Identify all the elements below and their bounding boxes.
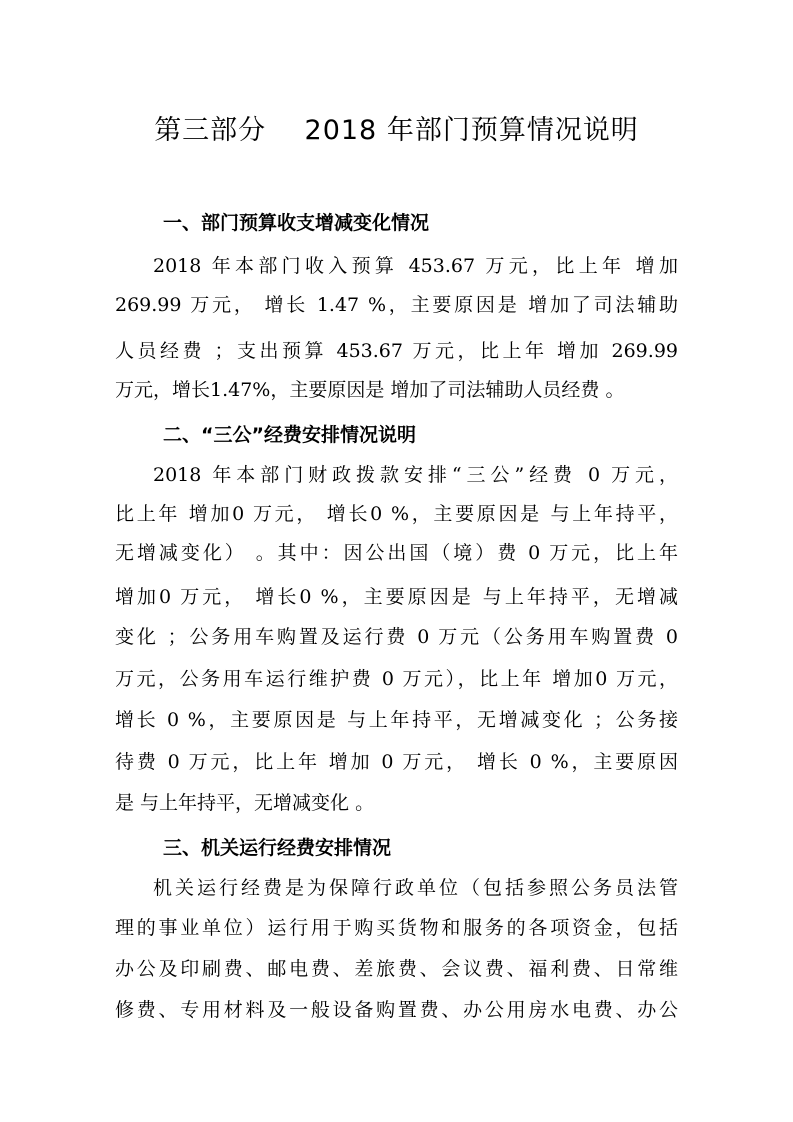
page-title: 第三部分 2018 年部门预算情况说明	[154, 115, 639, 146]
paragraph-line: 269.99 万元， 增长 1.47 %，主要原因是 增加了司法辅助	[115, 294, 678, 316]
paragraph-line: 万元，公务用车运行维护费 0 万元），比上年 增加0 万元，	[115, 668, 678, 690]
paragraph-line: 增长 0 %，主要原因是 与上年持平，无增减变化 ；公务接	[115, 709, 678, 731]
paragraph-line: 是 与上年持平，无增减变化 。	[115, 792, 375, 814]
paragraph-line: 办公及印刷费、邮电费、差旅费、会议费、福利费、日常维	[115, 958, 678, 980]
paragraph-line: 变化 ；公务用车购置及运行费 0 万元（公务用车购置费 0	[115, 626, 678, 648]
paragraph-line: 理的事业单位）运行用于购买货物和服务的各项资金，包括	[115, 917, 678, 939]
paragraph-line: 机关运行经费是为保障行政单位（包括参照公务员法管	[153, 877, 678, 899]
paragraph-line: 2018 年本部门财政拨款安排“三公”经费 0 万元，	[153, 464, 678, 486]
section-heading-1: 一、部门预算收支增减变化情况	[163, 212, 430, 234]
paragraph-line: 修费、专用材料及一般设备购置费、办公用房水电费、办公	[115, 999, 678, 1021]
paragraph-line: 2018 年本部门收入预算 453.67 万元，比上年 增加	[153, 255, 678, 277]
section-heading-2: 二、“三公”经费安排情况说明	[163, 424, 416, 446]
paragraph-line: 增加0 万元， 增长0 %，主要原因是 与上年持平，无增减	[115, 586, 678, 608]
paragraph-line: 人员经费 ；支出预算 453.67 万元，比上年 增加 269.99	[115, 340, 678, 362]
section-heading-3: 三、机关运行经费安排情况	[163, 837, 392, 859]
paragraph-line: 万元，增长1.47%，主要原因是 增加了司法辅助人员经费 。	[115, 379, 625, 401]
paragraph-line: 比上年 增加0 万元， 增长0 %，主要原因是 与上年持平，	[115, 503, 678, 525]
paragraph-line: 待费 0 万元，比上年 增加 0 万元， 增长 0 %，主要原因	[115, 751, 678, 773]
paragraph-line: 无增减变化） 。其中：因公出国（境）费 0 万元，比上年	[115, 542, 678, 564]
